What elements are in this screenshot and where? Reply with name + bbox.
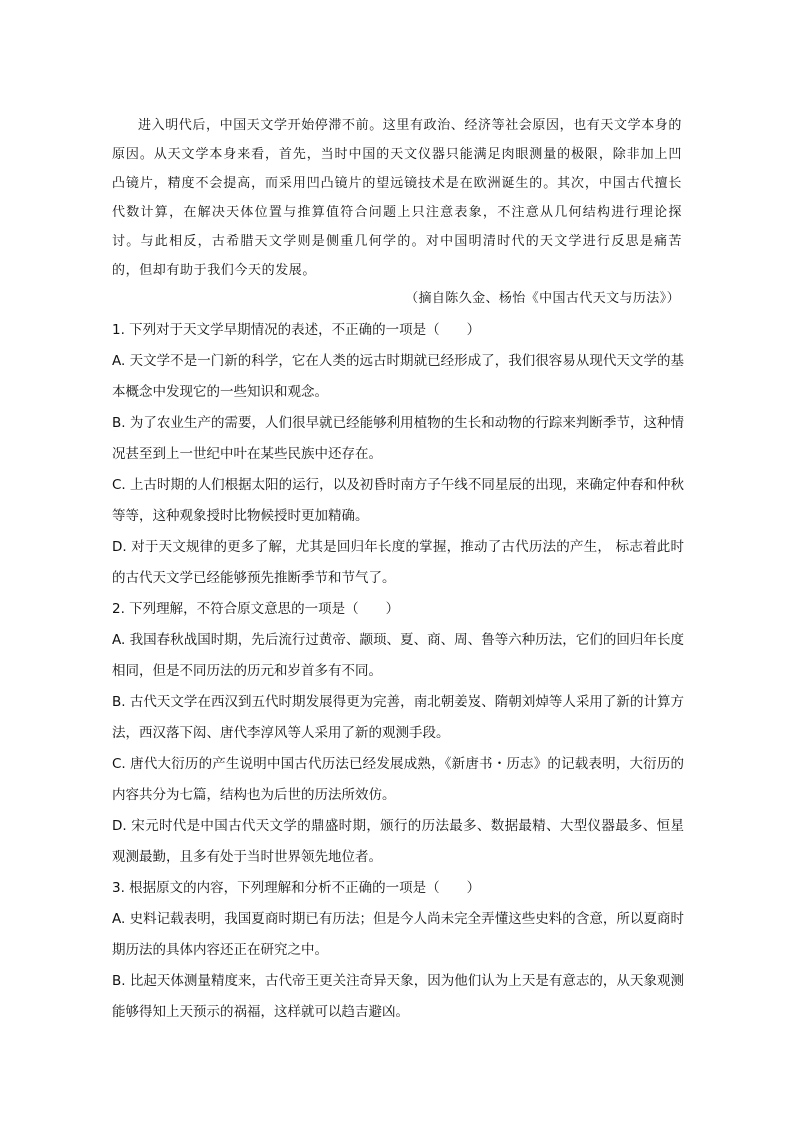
question-1-option-b: B. 为了农业生产的需要，人们很早就已经能够利用植物的生长和动物的行踪来判断季节，这种情况甚至到上一世纪中叶在某些民族中还存在。 (112, 415, 684, 462)
question-1-stem: 1. 下列对于天文学早期情况的表述，不正确的一项是（ ） (112, 322, 481, 338)
question-2-stem: 2. 下列理解，不符合原文意思的一项是（ ） (112, 601, 400, 617)
question-2-option-d: D. 宋元时代是中国古代天文学的鼎盛时期，颁行的历法最多、数据最精、大型仪器最多、恒星观测最勤，且多有处于当时世界领先地位者。 (112, 818, 684, 865)
question-1-option-a: A. 天文学不是一门新的科学，它在人类的远古时期就已经形成了，我们很容易从现代天文学的基本概念中发现它的一些知识和观念。 (112, 353, 684, 400)
question-2-option-b: B. 古代天文学在西汉到五代时期发展得更为完善，南北朝姜岌、隋朝刘焯等人采用了新的计算方法，西汉落下闳、唐代李淳风等人采用了新的观测手段。 (112, 694, 684, 741)
passage-paragraph: 进入明代后，中国天文学开始停滞不前。这里有政治、经济等社会原因，也有天文学本身的原因。从天文学本身来看，首先，当时中国的天文仪器只能满足肉眼测量的极限，除非加上凹凸镜片，精度不会提高，而采用凹凸镜片的望远镜技术是在欧洲诞生的。其次，中国古代擅长代数计算，在解决天体位置与推算值符合问题上只注意表象，不注意从几何结构进行理论探讨。与此相反，古希腊天文学则是侧重几何学的。对中国明清时代的天文学进行反思是痛苦的，但却有助于我们今天的发展。 (112, 118, 683, 278)
question-3 (112, 873, 684, 1028)
question-3-stem: 3. 根据原文的内容，下列理解和分析不正确的一项是（ ） (112, 880, 481, 896)
question-2 (112, 594, 684, 873)
question-1-option-d: D. 对于天文规律的更多了解，尤其是回归年长度的掌握，推动了古代历法的产生， 标志着此时的古代天文学已经能够预先推断季节和节气了。 (112, 539, 684, 586)
question-2-option-c: C. 唐代大衍历的产生说明中国古代历法已经发展成熟，《新唐书・历志》的记载表明，大衍历的内容共分为七篇，结构也为后世的历法所效仿。 (112, 756, 684, 803)
question-3-option-b: B. 比起天体测量精度来，古代帝王更关注奇异天象，因为他们认为上天是有意志的，从天象观测能够得知上天预示的祸福，这样就可以趋吉避凶。 (112, 973, 684, 1020)
question-list (112, 315, 684, 1028)
question-2-option-a: A. 我国春秋战国时期，先后流行过黄帝、颛顼、夏、商、周、鲁等六种历法，它们的回归年长度相同，但是不同历法的历元和岁首多有不同。 (112, 632, 684, 679)
passage-citation: （摘自陈久金、杨怡《中国古代天文与历法》） (405, 291, 680, 306)
question-1 (112, 315, 684, 594)
question-1-option-c: C. 上古时期的人们根据太阳的运行，以及初昏时南方子午线不同星辰的出现，来确定仲春和仲秋等等，这种观象授时比物候授时更加精确。 (112, 477, 684, 524)
question-3-option-a: A. 史料记载表明，我国夏商时期已有历法；但是今人尚未完全弄懂这些史料的含意，所以夏商时期历法的具体内容还正在研究之中。 (112, 911, 684, 958)
